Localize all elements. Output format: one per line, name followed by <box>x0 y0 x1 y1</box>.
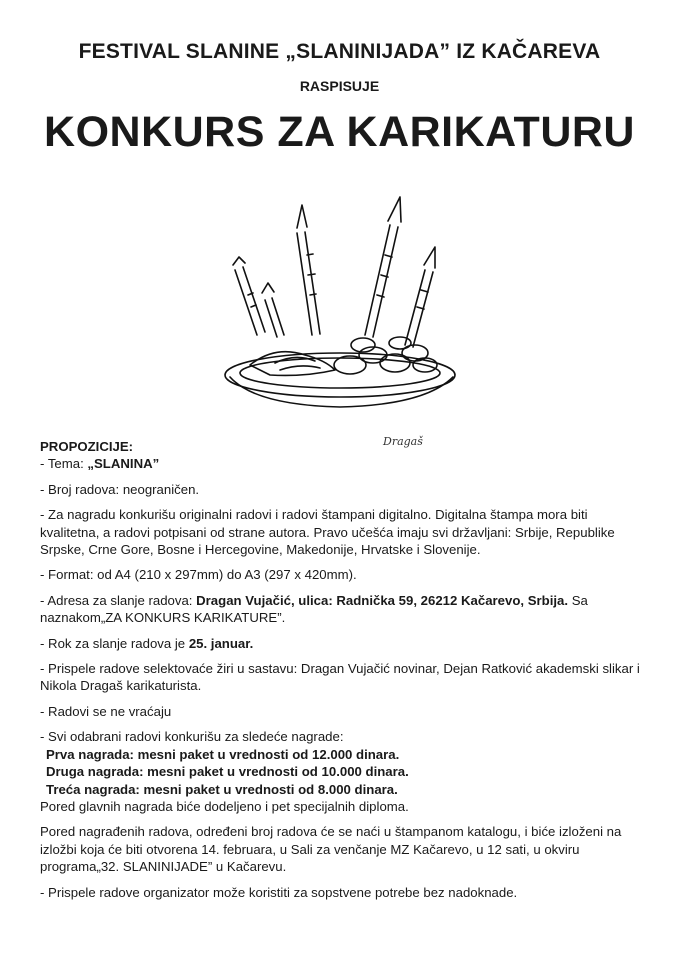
adresa-note: Sa naznakom„ZA KONKURS KARIKATURE”. <box>40 592 588 626</box>
raspisuje-subheading: RASPISUJE <box>299 78 380 94</box>
diplome-line: Pored glavnih nagrada biće dodeljeno i pet specijalnih diploma. <box>40 798 409 814</box>
propozicije-heading: PROPOZICIJE: <box>40 439 134 454</box>
propozicije-section <box>40 438 644 909</box>
festival-heading: FESTIVAL SLANINE „SLANINIJADA” IZ KAČAREVA <box>78 40 601 63</box>
adresa-line <box>40 592 644 627</box>
broj-radova: - Broj radova: neograničen. <box>40 481 200 497</box>
rok-value: 25. januar. <box>188 635 254 651</box>
prize-second: Druga nagrada: mesni paket u vrednosti od 10.000 dinara. <box>46 764 409 780</box>
adresa-label: - Adresa za slanje radova: <box>40 592 193 608</box>
tema-label: - Tema: <box>40 456 84 472</box>
koristiti-line: - Prispele radove organizator može koristiti za sopstvene potrebe bez nadoknade. <box>40 884 518 900</box>
prize-first: Prva nagrada: mesni paket u vrednosti od 12.000 dinara. <box>46 746 400 762</box>
pencils-on-plate-drawing-icon <box>215 195 475 465</box>
prize-third: Treća nagrada: mesni paket u vrednosti od 8.000 dinara. <box>46 781 398 797</box>
nagrada-uslovi: - Za nagradu konkurišu originalni radovi i radovi štampani digitalno. Digitalna štampa mora biti kvalitetna, a radovi potpisani od strane autora. Pravo učešća imaju svi državljani: Srbije, Republike Srpske, Crne Gore, Bosne i Hercegovine, Makedonije, Hrvatske i Slovenije. <box>40 507 615 558</box>
rok-label: - Rok za slanje radova je <box>40 635 186 651</box>
tema-line <box>40 455 644 472</box>
page-title: KONKURS ZA KARIKATURU <box>44 108 635 156</box>
rok-line <box>40 635 644 652</box>
adresa-value: Dragan Vujačić, ulica: Radnička 59, 26212 Kačarevo, Srbija. <box>196 592 569 608</box>
ziri-line: - Prispele radove selektovaće žiri u sastavu: Dragan Vujačić novinar, Dejan Ratković akademski slikar i Nikola Dragaš karikaturista. <box>40 661 640 694</box>
katalog-line: Pored nagrađenih radova, određeni broj radova će se naći u štampanom katalogu, i biće izloženi na izložbi koja će biti otvorena 14. februara, u Sali za venčanje MZ Kačarevo, u 12 sati, u okviru programa„32. SLANINIJADE” u Kačarevu. <box>40 824 622 875</box>
vracaju-line: - Radovi se ne vraćaju <box>40 703 172 719</box>
artist-signature: Dragaš <box>383 435 423 448</box>
tema-value: „SLANINA” <box>87 456 160 472</box>
format-line: - Format: od A4 (210 x 297mm) do A3 (297 x 420mm). <box>40 567 357 583</box>
nagrade-intro: - Svi odabrani radovi konkurišu za sledeće nagrade: <box>40 729 344 745</box>
